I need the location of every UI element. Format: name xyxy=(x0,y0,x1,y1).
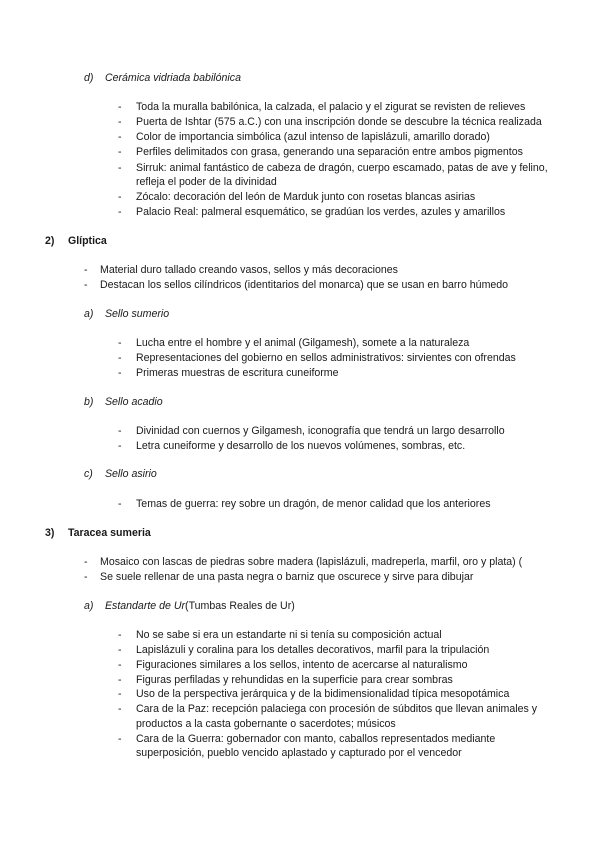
section-heading-3 xyxy=(45,527,151,540)
subsection-heading-2c: c) Sello asirio xyxy=(84,468,157,480)
list-item: - Cara de la Paz: recepción palaciega con procesión de súbditos que llevan animales y xyxy=(118,703,538,715)
section-title: Glíptica xyxy=(67,235,107,247)
subsection-heading-2b: b) Sello acadio xyxy=(84,396,163,408)
list-item-continuation: refleja el poder de la divinidad xyxy=(136,176,277,188)
list-item: - Toda la muralla babilónica, la calzada, el palacio y el zigurat se revisten de relieves xyxy=(118,101,526,113)
list-item: - Lucha entre el hombre y el animal (Gilgamesh), somete a la naturaleza xyxy=(118,337,470,349)
list-item: - Divinidad con cuernos y Gilgamesh, iconografía que tendrá un largo desarrollo xyxy=(118,425,505,437)
list-item: - Representaciones del gobierno en sellos administrativos: sirvientes con ofrendas xyxy=(118,352,516,364)
list-item: - Perfiles delimitados con grasa, generando una separación entre ambos pigmentos xyxy=(118,146,523,158)
list-item: - No se sabe si era un estandarte ni si tenía su composición actual xyxy=(118,629,442,641)
list-item: - Primeras muestras de escritura cuneiforme xyxy=(118,367,339,379)
section-heading-2 xyxy=(45,235,107,248)
subsection-heading-2a: a) Sello sumerio xyxy=(84,308,170,320)
list-item: - Sirruk: animal fantástico de cabeza de dragón, cuerpo escamado, patas de ave y felino, xyxy=(118,162,548,174)
list-item: - Se suele rellenar de una pasta negra o barniz que oscurece y sirve para dibujar xyxy=(84,571,474,583)
list-item: - Destacan los sellos cilíndricos (identitarios del monarca) que se usan en barro húmedo xyxy=(84,279,509,291)
list-item: - Cara de la Guerra: gobernador con manto, caballos representados mediante xyxy=(118,733,496,745)
section-title: Taracea sumeria xyxy=(67,527,151,539)
list-item-continuation: superposición, pueblo vencido aplastado y capturado por el vencedor xyxy=(136,747,462,759)
list-item: - Figuraciones similares a los sellos, intento de acercarse al naturalismo xyxy=(118,659,468,671)
list-item: - Letra cuneiforme y desarrollo de los nuevos volúmenes, sombras, etc. xyxy=(118,440,466,452)
list-item-continuation: productos a la casta gobernante o sacerdotes; músicos xyxy=(136,718,396,730)
list-item: - Puerta de Ishtar (575 a.C.) con una inscripción donde se descubre la técnica realizada xyxy=(118,116,542,128)
section-number: 2) xyxy=(45,235,55,247)
list-item: - Temas de guerra: rey sobre un dragón, de menor calidad que los anteriores xyxy=(118,498,491,510)
list-item: - Palacio Real: palmeral esquemático, se gradúan los verdes, azules y amarillos xyxy=(118,206,506,218)
subsection-title: Cerámica vidriada babilónica xyxy=(104,72,241,84)
list-item: - Color de importancia simbólica (azul intenso de lapislázuli, amarillo dorado) xyxy=(118,131,490,143)
list-item: - Material duro tallado creando vasos, sellos y más decoraciones xyxy=(84,264,398,276)
subsection-label: d) xyxy=(84,72,94,84)
section-number: 3) xyxy=(45,527,55,539)
list-item: - Zócalo: decoración del león de Marduk junto con rosetas blancas asirias xyxy=(118,191,476,203)
subsection-title-suffix: (Tumbas Reales de Ur) xyxy=(185,600,295,612)
subsection-heading-d xyxy=(84,72,241,85)
list-item: - Uso de la perspectiva jerárquica y de la bidimensionalidad típica mesopotámica xyxy=(118,688,510,700)
list-item: - Figuras perfiladas y rehundidas en la superficie para crear sombras xyxy=(118,674,453,686)
list-item: - Lapislázuli y coralina para los detalles decorativos, marfil para la tripulación xyxy=(118,644,490,656)
subsection-heading-3a: a) Estandarte de Ur(Tumbas Reales de Ur) xyxy=(84,600,295,612)
list-item: - Mosaico con lascas de piedras sobre madera (lapislázuli, madreperla, marfil, oro y plata) ( xyxy=(84,556,523,568)
